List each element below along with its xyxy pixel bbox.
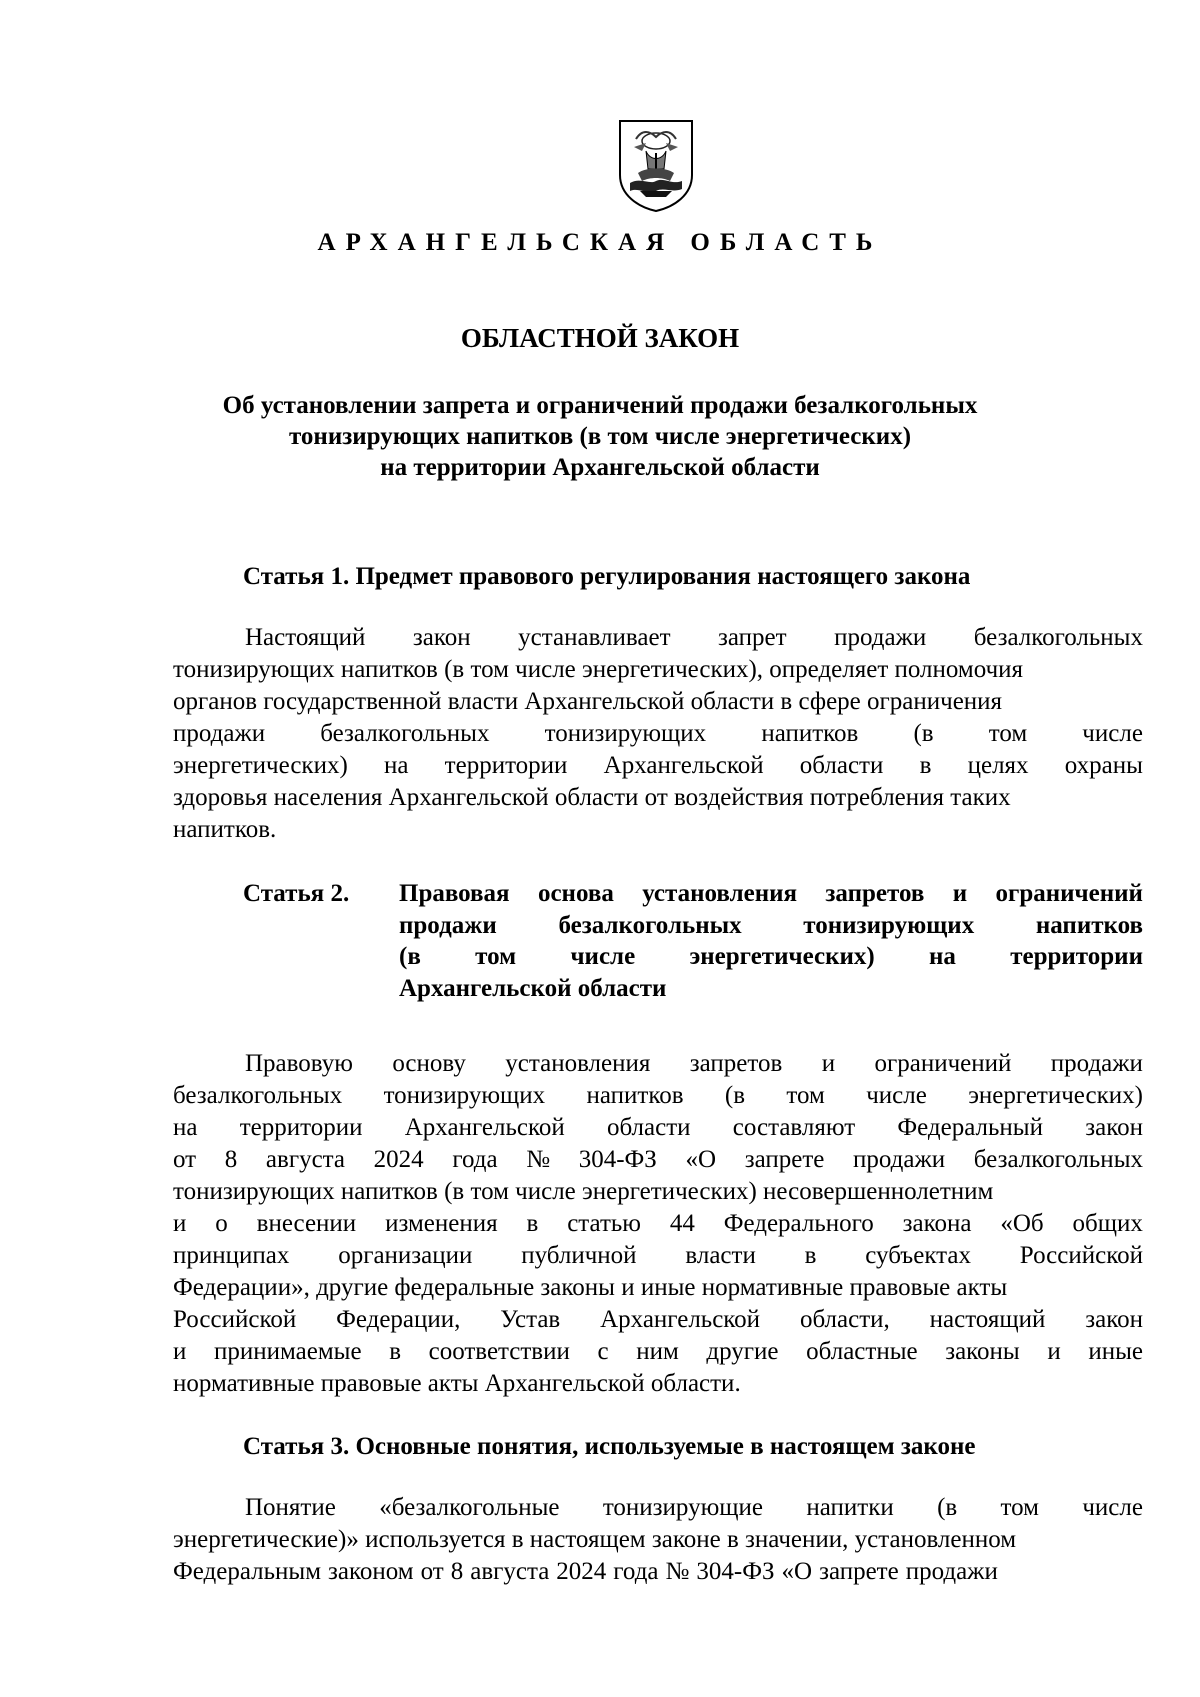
word: о [215,1210,228,1237]
word: числе [1082,1494,1143,1521]
text-line [173,1272,1143,1304]
word: безалкогольных [558,911,742,939]
word: том [988,720,1028,747]
word: запретов [825,880,925,907]
word: в [804,1242,817,1269]
word: территории [239,1114,363,1141]
word: Понятие [245,1494,336,1521]
word: закон [1085,1114,1143,1141]
article-3-text [173,1492,1143,1588]
text-line [173,622,1143,654]
word: в [919,752,932,779]
word: установления [642,880,798,907]
text-line [399,941,1143,973]
article-1-heading: Статья 1. Предмет правового регулирования настоящего закона [243,563,971,590]
word: законы [945,1338,1020,1365]
word: 2024 [373,1146,424,1173]
word: основу [392,1050,466,1077]
text-line [173,1176,1143,1208]
word: продажи [1050,1050,1143,1077]
text-line [173,718,1143,750]
word: в [526,1210,539,1237]
word: с [597,1338,609,1365]
word: безалкогольных [973,624,1143,651]
word: напитков [1035,911,1143,939]
text-line [399,878,1143,910]
word: закон [1085,1306,1143,1333]
word: запрет [718,624,787,651]
word: «О [685,1146,717,1173]
text-line [173,1208,1143,1240]
word: «Об [1000,1210,1044,1237]
word: и [821,1050,836,1077]
text-line [173,750,1143,782]
word: территории [444,752,568,779]
word: на [929,943,956,970]
word: настоящий [929,1306,1046,1333]
word: года [613,1558,659,1585]
word: на [173,1114,198,1141]
word: здоровья населения Архангельской области от воздействия потребления таких [173,784,1011,811]
word: запрете [819,1558,899,1585]
word: безалкогольных [973,1146,1143,1173]
word: законом [328,1558,414,1585]
word: напитков [586,1082,684,1109]
word: энергетические)» используется в настоящем законе в значении, установленном [173,1526,1017,1553]
word: напитки [806,1494,894,1521]
word: и [952,880,968,907]
word: 8 [450,1558,464,1585]
word: области [799,752,884,779]
word: общих [1072,1210,1143,1237]
word: составляют [732,1114,856,1141]
word: закона [902,1210,972,1237]
word: от [173,1146,197,1173]
word: запретов [689,1050,783,1077]
law-title-line: Об установлении запрета и ограничений продажи безалкогольных [222,392,978,419]
text-line [173,654,1143,686]
text-line [173,1556,1143,1588]
word: тонизирующих [383,1082,546,1109]
article-1-text [173,622,1143,846]
word: Настоящий [245,624,366,651]
word: числе [570,943,636,970]
law-title [0,390,1200,483]
text-line [173,1336,1143,1368]
text-line [173,1112,1143,1144]
word: власти [685,1242,756,1269]
word: публичной [521,1242,637,1269]
text-line [173,1524,1143,1556]
word: Архангельской [603,752,764,779]
word: том [475,943,517,970]
word: том [1000,1494,1039,1521]
word: Архангельской [600,1306,761,1333]
word: области [606,1114,691,1141]
word: (в [937,1494,958,1521]
word: продажи [853,1146,946,1173]
article-3-heading: Статья 3. Основные понятия, используемые в настоящем законе [243,1433,976,1460]
word: закон [412,624,471,651]
word: № [526,1146,551,1173]
word: запрете [744,1146,825,1173]
word: другие [706,1338,779,1365]
word: продажи [399,911,497,939]
word: числе [1082,720,1143,747]
word: устанавливает [518,624,671,651]
word: Устав [500,1306,561,1333]
word: принимаемые [214,1338,362,1365]
word: охраны [1064,752,1143,779]
text-line [173,686,1143,718]
word: ним [636,1338,679,1365]
article-2-title [399,878,1143,1004]
word: Российской [173,1306,297,1333]
document-type: ОБЛАСТНОЙ ЗАКОН [460,323,740,353]
word: принципах [173,1242,290,1269]
word: тонизирующих [544,720,707,747]
text-line [173,782,1143,814]
word: изменения [385,1210,498,1237]
word: тонизирующих [803,911,975,939]
word: безалкогольных [320,720,490,747]
article-2-text [173,1048,1143,1400]
word: 2024 [556,1558,607,1585]
word: Федеральным [173,1558,322,1585]
word: энергетических) [173,752,348,779]
word: том [786,1082,825,1109]
text-line [173,1492,1143,1524]
word: августа [265,1146,345,1173]
word: ограничений [995,880,1143,907]
text-line [173,1048,1143,1080]
word: энергетических) [689,943,875,970]
word: иные [1088,1338,1143,1365]
word: территории [1010,943,1143,970]
word: Федерации», другие федеральные законы и иные нормативные правовые акты [173,1274,1008,1301]
word: установления [505,1050,651,1077]
word: и [173,1210,187,1237]
text-line [399,973,1143,1005]
word: соответствии [428,1338,570,1365]
text-line [173,1368,1143,1400]
word: Правовая [399,880,510,907]
word: 44 [669,1210,695,1237]
word: внесении [256,1210,357,1237]
word: 304-ФЗ [696,1558,775,1585]
word: напитков [761,720,859,747]
text-line [173,814,1143,846]
word: продажи [834,624,927,651]
word: Федерального [723,1210,874,1237]
word: от [420,1558,444,1585]
word: областные [806,1338,918,1365]
word: Правовую [245,1050,353,1077]
word: тонизирующих напитков (в том числе энергетических) несовершеннолетним [173,1178,994,1205]
word: и [173,1338,187,1365]
word: организации [338,1242,473,1269]
word: и [1047,1338,1061,1365]
word: (в [724,1082,746,1109]
word: субъектах [865,1242,971,1269]
coat-of-arms-icon [616,117,696,213]
word: области, [799,1306,890,1333]
word: (в [913,720,934,747]
text-line [173,1144,1143,1176]
word: Федеральный [897,1114,1043,1141]
word: основа [537,880,614,907]
word: органов государственной власти Архангельской области в сфере ограничения [173,688,1003,715]
word: энергетических) [968,1082,1143,1109]
word: в [389,1338,401,1365]
word: августа [470,1558,550,1585]
text-line [173,1304,1143,1336]
article-2-number: Статья 2. [243,880,350,907]
word: напитков. [173,816,277,843]
word: целях [967,752,1029,779]
word: тонизирующих напитков (в том числе энергетических), определяет полномочия [173,656,1024,683]
word: продажи [905,1558,998,1585]
law-title-line: тонизирующих напитков (в том числе энергетических) [288,423,912,450]
word: 304-ФЗ [578,1146,657,1173]
word: Российской [1019,1242,1143,1269]
word: безалкогольных [173,1082,343,1109]
word: «О [781,1558,813,1585]
word: 8 [224,1146,238,1173]
word: года [452,1146,498,1173]
word: статью [567,1210,641,1237]
word: числе [866,1082,927,1109]
law-title-line: на территории Архангельской области [380,454,820,481]
text-line [173,1080,1143,1112]
word: Архангельской области [399,974,667,1002]
word: продажи [173,720,266,747]
word: на [383,752,409,779]
word: (в [399,943,421,970]
word: нормативные правовые акты Архангельской области. [173,1370,741,1397]
word: тонизирующие [602,1494,764,1521]
text-line [399,910,1143,942]
word: «безалкогольные [379,1494,560,1521]
text-line [173,1240,1143,1272]
word: Федерации, [336,1306,461,1333]
word: ограничений [874,1050,1012,1077]
region-name: АРХАНГЕЛЬСКАЯ ОБЛАСТЬ [317,229,883,256]
word: № [665,1558,690,1585]
word: Архангельской [404,1114,565,1141]
